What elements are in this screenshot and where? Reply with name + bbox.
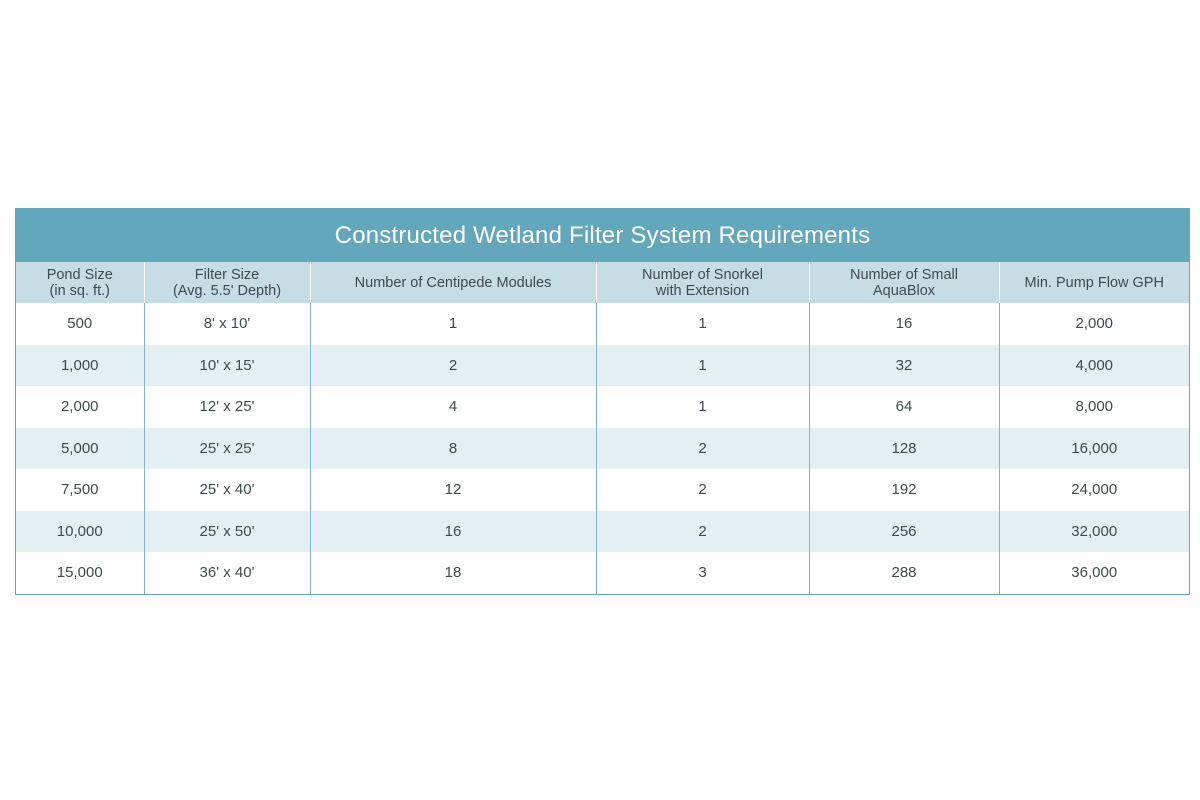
requirements-table — [16, 262, 1189, 594]
table-row — [16, 552, 1189, 594]
header-aquablox — [809, 262, 999, 303]
header-centipede-modules — [310, 262, 596, 303]
table-row — [16, 469, 1189, 511]
cell-pump-flow: 2,000 — [999, 303, 1189, 345]
cell-snorkel: 2 — [596, 469, 809, 511]
header-filter-size-line-1: Filter Size — [194, 266, 260, 283]
cell-centipede-modules: 4 — [310, 386, 596, 428]
header-centipede-modules-line-1: Number of Centipede Modules — [354, 274, 552, 291]
cell-pump-flow: 16,000 — [999, 428, 1189, 470]
cell-filter-size: 36' x 40' — [144, 552, 310, 594]
cell-snorkel: 1 — [596, 303, 809, 345]
cell-centipede-modules: 8 — [310, 428, 596, 470]
cell-aquablox: 64 — [809, 386, 999, 428]
table-row — [16, 345, 1189, 387]
header-pump-flow — [999, 262, 1189, 303]
cell-snorkel: 1 — [596, 386, 809, 428]
cell-aquablox: 32 — [809, 345, 999, 387]
cell-pump-flow: 32,000 — [999, 511, 1189, 553]
cell-filter-size: 25' x 40' — [144, 469, 310, 511]
cell-aquablox: 16 — [809, 303, 999, 345]
header-filter-size-line-2: (Avg. 5.5' Depth) — [172, 282, 282, 299]
cell-filter-size: 25' x 50' — [144, 511, 310, 553]
header-aquablox-line-2: AquaBlox — [872, 282, 936, 299]
table-row — [16, 511, 1189, 553]
cell-pond-size: 15,000 — [16, 552, 144, 594]
cell-centipede-modules: 2 — [310, 345, 596, 387]
cell-centipede-modules: 18 — [310, 552, 596, 594]
cell-snorkel: 2 — [596, 511, 809, 553]
cell-snorkel: 2 — [596, 428, 809, 470]
cell-centipede-modules: 16 — [310, 511, 596, 553]
cell-centipede-modules: 12 — [310, 469, 596, 511]
header-filter-size — [144, 262, 310, 303]
header-pond-size — [16, 262, 144, 303]
cell-aquablox: 256 — [809, 511, 999, 553]
cell-aquablox: 288 — [809, 552, 999, 594]
cell-aquablox: 192 — [809, 469, 999, 511]
cell-pond-size: 500 — [16, 303, 144, 345]
header-pond-size-line-2: (in sq. ft.) — [49, 282, 110, 299]
table-title: Constructed Wetland Filter System Requirements — [16, 209, 1189, 262]
cell-pond-size: 1,000 — [16, 345, 144, 387]
cell-filter-size: 12' x 25' — [144, 386, 310, 428]
header-snorkel — [596, 262, 809, 303]
header-aquablox-line-1: Number of Small — [850, 266, 958, 283]
cell-pond-size: 2,000 — [16, 386, 144, 428]
table-row — [16, 303, 1189, 345]
cell-pump-flow: 8,000 — [999, 386, 1189, 428]
cell-aquablox: 128 — [809, 428, 999, 470]
table-row — [16, 428, 1189, 470]
cell-filter-size: 10' x 15' — [144, 345, 310, 387]
cell-pond-size: 7,500 — [16, 469, 144, 511]
cell-pump-flow: 36,000 — [999, 552, 1189, 594]
cell-centipede-modules: 1 — [310, 303, 596, 345]
header-pond-size-line-1: Pond Size — [46, 266, 113, 283]
cell-pond-size: 5,000 — [16, 428, 144, 470]
header-row — [16, 262, 1189, 303]
requirements-table-container — [15, 208, 1190, 595]
cell-pump-flow: 4,000 — [999, 345, 1189, 387]
header-pump-flow-line-1: Min. Pump Flow GPH — [1024, 274, 1164, 291]
cell-filter-size: 25' x 25' — [144, 428, 310, 470]
table-row — [16, 386, 1189, 428]
cell-filter-size: 8' x 10' — [144, 303, 310, 345]
cell-snorkel: 1 — [596, 345, 809, 387]
cell-pump-flow: 24,000 — [999, 469, 1189, 511]
header-snorkel-line-2: with Extension — [655, 282, 750, 299]
header-snorkel-line-1: Number of Snorkel — [642, 266, 763, 283]
cell-snorkel: 3 — [596, 552, 809, 594]
cell-pond-size: 10,000 — [16, 511, 144, 553]
